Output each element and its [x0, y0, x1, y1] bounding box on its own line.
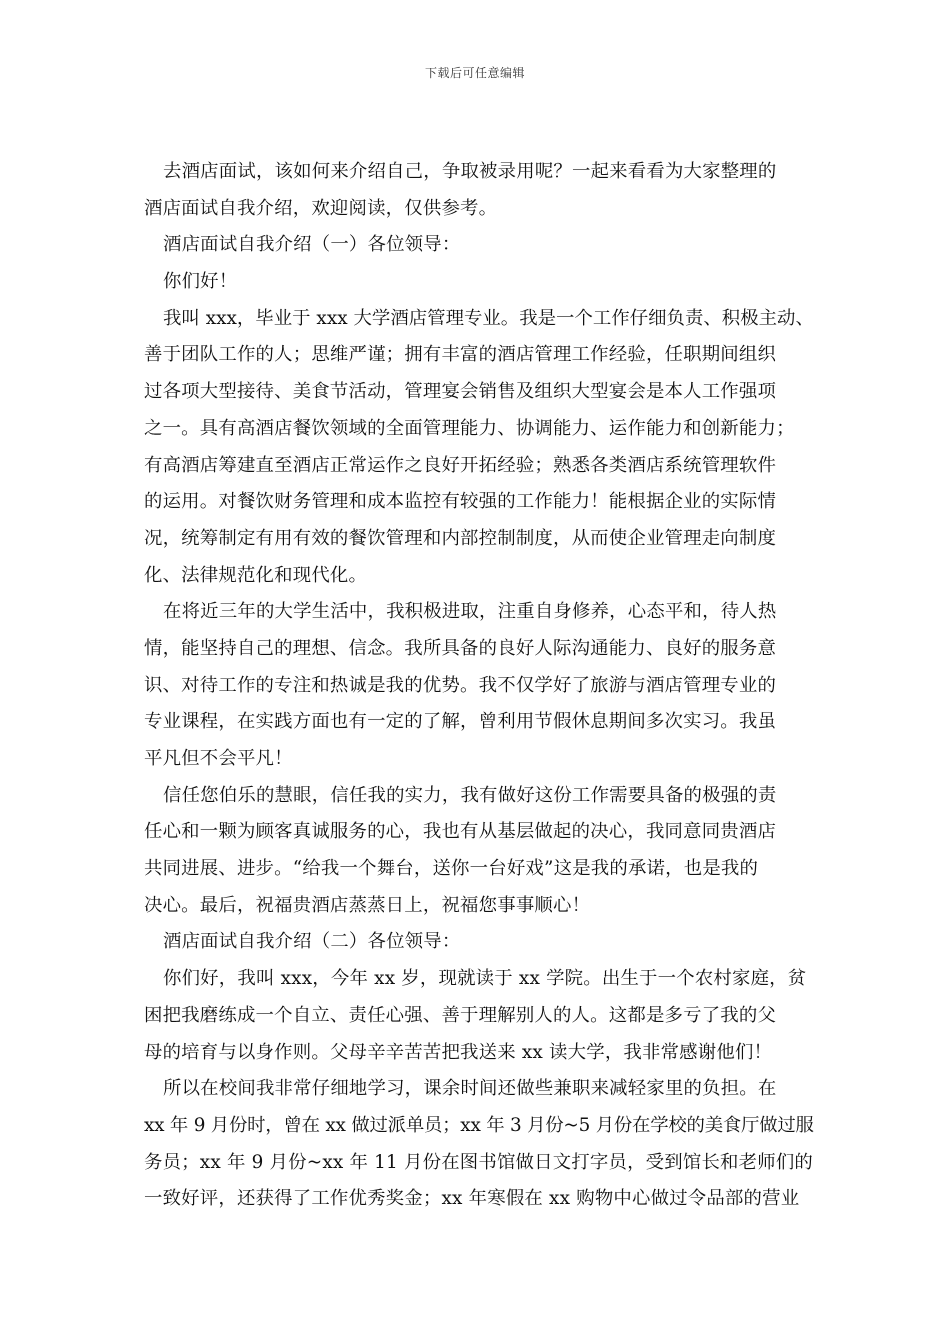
text-line: 务员；xx 年 9 月份~xx 年 11 月份在图书馆做日文打字员，受到馆长和老师们的 — [144, 1151, 814, 1173]
text-line: 情，能坚持自己的理想、信念。我所具备的良好人际沟通能力、良好的服务意 — [144, 637, 777, 659]
text-line: 况，统筹制定有用有效的餐饮管理和内部控制制度，从而使企业管理走向制度 — [144, 527, 777, 549]
text-line: xx 年 9 月份时，曾在 xx 做过派单员；xx 年 3 月份~5 月份在学校的美食厅做过服 — [144, 1114, 814, 1136]
text-line: 有高酒店筹建直至酒店正常运作之良好开拓经验；熟悉各类酒店系统管理软件 — [144, 454, 777, 476]
text-line: 你们好，我叫 xxx，今年 xx 岁，现就读于 xx 学院。出生于一个农村家庭，贫 — [163, 968, 807, 990]
text-line: 识、对待工作的专注和热诚是我的优势。我不仅学好了旅游与酒店管理专业的 — [144, 674, 777, 696]
text-line: 一致好评，还获得了工作优秀奖金；xx 年寒假在 xx 购物中心做过令品部的营业 — [144, 1188, 800, 1210]
text-line: 你们好！ — [163, 271, 238, 293]
text-line: 任心和一颗为顾客真诚服务的心，我也有从基层做起的决心，我同意同贵酒店 — [144, 821, 777, 843]
text-line: 决心。最后，祝福贵酒店蒸蒸日上，祝福您事事顺心！ — [144, 894, 591, 916]
text-line: 在将近三年的大学生活中，我积极进取，注重自身修养，心态平和，待人热 — [163, 601, 777, 623]
text-line: 酒店面试自我介绍（二）各位领导： — [163, 931, 461, 953]
text-line: 我叫 xxx，毕业于 xxx 大学酒店管理专业。我是一个工作仔细负责、积极主动、 — [163, 307, 814, 329]
text-line: 专业课程，在实践方面也有一定的了解，曾利用节假休息期间多次实习。我虽 — [144, 711, 777, 733]
text-line: 过各项大型接待、美食节活动，管理宴会销售及组织大型宴会是本人工作强项 — [144, 381, 777, 403]
text-line: 酒店面试自我介绍，欢迎阅读，仅供参考。 — [144, 197, 498, 219]
text-line: 共同进展、进步。“给我一个舞台，送你一台好戏”这是我的承诺，也是我的 — [144, 858, 759, 880]
text-line: 的运用。对餐饮财务管理和成本监控有较强的工作能力！能根据企业的实际情 — [144, 491, 777, 513]
document-body — [144, 154, 814, 1218]
text-line: 所以在校间我非常仔细地学习，课余时间还做些兼职来减轻家里的负担。在 — [163, 1078, 777, 1100]
text-line: 困把我磨练成一个自立、责任心强、善于理解别人的人。这都是多亏了我的父 — [144, 1004, 777, 1026]
text-line: 去酒店面试，该如何来介绍自己，争取被录用呢？一起来看看为大家整理的 — [163, 161, 777, 182]
text-line: 平凡但不会平凡！ — [144, 748, 293, 769]
page-header: 下载后可任意编辑 — [424, 66, 525, 80]
text-line: 之一。具有高酒店餐饮领域的全面管理能力、协调能力、运作能力和创新能力； — [144, 417, 795, 439]
text-line: 母的培育与以身作则。父母辛辛苦苦把我送来 xx 读大学，我非常感谢他们！ — [144, 1041, 773, 1063]
text-line: 化、法律规范化和现代化。 — [144, 564, 368, 586]
text-line: 信任您伯乐的慧眼，信任我的实力，我有做好这份工作需要具备的极强的责 — [163, 784, 777, 806]
text-line: 酒店面试自我介绍（一）各位领导： — [163, 234, 461, 256]
text-line: 善于团队工作的人；思维严谨；拥有丰富的酒店管理工作经验，任职期间组织 — [144, 344, 777, 366]
